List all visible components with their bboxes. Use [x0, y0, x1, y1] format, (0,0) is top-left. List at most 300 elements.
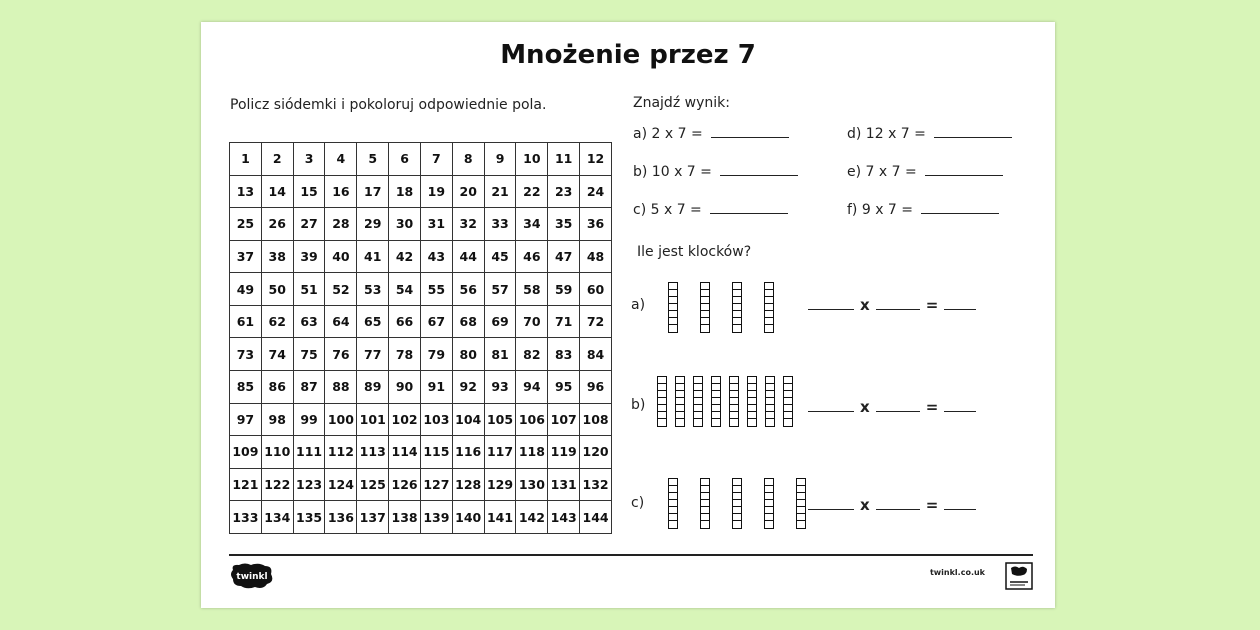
- grid-cell[interactable]: 64: [325, 305, 357, 338]
- block-cell: [765, 507, 773, 514]
- questions-heading: Znajdź wynik:: [633, 95, 730, 111]
- grid-cell[interactable]: 23: [548, 175, 580, 208]
- grid-cell[interactable]: 144: [580, 501, 612, 534]
- grid-cell[interactable]: 50: [261, 273, 293, 306]
- grid-cell[interactable]: 28: [325, 208, 357, 241]
- grid-cell[interactable]: 107: [548, 403, 580, 436]
- grid-cell[interactable]: 30: [389, 208, 421, 241]
- block-cell: [765, 304, 773, 311]
- grid-cell[interactable]: 22: [516, 175, 548, 208]
- grid-cell[interactable]: 27: [293, 208, 325, 241]
- block-cell: [658, 419, 666, 426]
- block-cell: [748, 384, 756, 391]
- block-cell: [701, 521, 709, 528]
- grid-cell[interactable]: 62: [261, 305, 293, 338]
- grid-cell[interactable]: 125: [357, 468, 389, 501]
- grid-cell[interactable]: 126: [389, 468, 421, 501]
- grid-cell[interactable]: 82: [516, 338, 548, 371]
- block-cell: [676, 377, 684, 384]
- grid-cell[interactable]: 117: [484, 436, 516, 469]
- grid-cell[interactable]: 44: [452, 240, 484, 273]
- block-cell: [766, 391, 774, 398]
- block-cell: [730, 398, 738, 405]
- block-cell: [712, 398, 720, 405]
- grid-cell[interactable]: 17: [357, 175, 389, 208]
- grid-cell[interactable]: 67: [420, 305, 452, 338]
- block-cell: [701, 297, 709, 304]
- block-cell: [733, 493, 741, 500]
- grid-cell[interactable]: 47: [548, 240, 580, 273]
- product-blank[interactable]: [944, 399, 976, 412]
- block-cell: [730, 405, 738, 412]
- block-cell: [797, 493, 805, 500]
- block-cell: [797, 500, 805, 507]
- grid-cell[interactable]: 29: [357, 208, 389, 241]
- grid-cell[interactable]: 35: [548, 208, 580, 241]
- grid-cell[interactable]: 114: [389, 436, 421, 469]
- grid-cell[interactable]: 69: [484, 305, 516, 338]
- block-cell: [784, 412, 792, 419]
- block-cell: [669, 311, 677, 318]
- block-cell: [748, 377, 756, 384]
- block-cell: [701, 486, 709, 493]
- block-cell: [733, 304, 741, 311]
- block-cell: [658, 412, 666, 419]
- grid-cell[interactable]: 111: [293, 436, 325, 469]
- factor-blank[interactable]: [876, 497, 920, 510]
- block-cell: [730, 384, 738, 391]
- grid-cell[interactable]: 118: [516, 436, 548, 469]
- grid-cell[interactable]: 24: [580, 175, 612, 208]
- grid-cell[interactable]: 115: [420, 436, 452, 469]
- grid-row: [230, 175, 612, 208]
- question-b: b) 10 x 7 =: [633, 163, 798, 180]
- grid-cell[interactable]: 142: [516, 501, 548, 534]
- grid-cell[interactable]: 102: [389, 403, 421, 436]
- grid-cell[interactable]: 52: [325, 273, 357, 306]
- block-column: [764, 282, 774, 333]
- block-cell: [730, 377, 738, 384]
- grid-cell[interactable]: 11: [548, 143, 580, 176]
- grid-row: [230, 403, 612, 436]
- block-cell: [658, 391, 666, 398]
- block-cell: [694, 384, 702, 391]
- grid-cell[interactable]: 108: [580, 403, 612, 436]
- block-cell: [733, 325, 741, 332]
- block-cell: [712, 384, 720, 391]
- block-cell: [669, 304, 677, 311]
- grid-cell[interactable]: 83: [548, 338, 580, 371]
- block-column: [675, 376, 685, 427]
- grid-row: [230, 273, 612, 306]
- block-cell: [676, 405, 684, 412]
- grid-cell[interactable]: 43: [420, 240, 452, 273]
- grid-cell[interactable]: 71: [548, 305, 580, 338]
- block-cell: [658, 398, 666, 405]
- grid-cell[interactable]: 2: [261, 143, 293, 176]
- block-cell: [733, 311, 741, 318]
- block-column: [700, 282, 710, 333]
- block-cell: [748, 405, 756, 412]
- grid-cell[interactable]: 128: [452, 468, 484, 501]
- block-cell: [701, 500, 709, 507]
- grid-cell[interactable]: 92: [452, 371, 484, 404]
- grid-cell[interactable]: 59: [548, 273, 580, 306]
- block-cell: [658, 377, 666, 384]
- blocks-label-c: c): [631, 495, 645, 511]
- block-cell: [765, 514, 773, 521]
- grid-cell[interactable]: 3: [293, 143, 325, 176]
- block-cell: [733, 283, 741, 290]
- block-cell: [797, 479, 805, 486]
- grid-row: [230, 371, 612, 404]
- block-cell: [784, 398, 792, 405]
- equation-c: x =: [808, 496, 976, 514]
- block-cell: [797, 507, 805, 514]
- block-cell: [694, 377, 702, 384]
- grid-cell[interactable]: 33: [484, 208, 516, 241]
- grid-cell[interactable]: 131: [548, 468, 580, 501]
- block-cell: [765, 290, 773, 297]
- grid-cell[interactable]: 37: [230, 240, 262, 273]
- block-cell: [694, 398, 702, 405]
- grid-cell[interactable]: 78: [389, 338, 421, 371]
- answer-blank[interactable]: [921, 201, 999, 214]
- equation-b: x =: [808, 398, 976, 416]
- grid-cell[interactable]: 95: [548, 371, 580, 404]
- grid-cell[interactable]: 136: [325, 501, 357, 534]
- grid-cell[interactable]: 32: [452, 208, 484, 241]
- grid-cell[interactable]: 137: [357, 501, 389, 534]
- grid-cell[interactable]: 98: [261, 403, 293, 436]
- grid-row: [230, 501, 612, 534]
- question-e: e) 7 x 7 =: [847, 163, 1003, 180]
- block-cell: [669, 521, 677, 528]
- blocks-label-a: a): [631, 297, 646, 313]
- question-d: d) 12 x 7 =: [847, 125, 1012, 142]
- grid-cell[interactable]: 39: [293, 240, 325, 273]
- block-cell: [765, 297, 773, 304]
- equation-a: x =: [808, 296, 976, 314]
- block-column: [732, 478, 742, 529]
- grid-cell[interactable]: 101: [357, 403, 389, 436]
- question-f: f) 9 x 7 =: [847, 201, 999, 218]
- block-column: [765, 376, 775, 427]
- grid-cell[interactable]: 138: [389, 501, 421, 534]
- block-cell: [658, 405, 666, 412]
- grid-cell[interactable]: 73: [230, 338, 262, 371]
- block-cell: [797, 521, 805, 528]
- grid-cell[interactable]: 53: [357, 273, 389, 306]
- grid-cell[interactable]: 36: [580, 208, 612, 241]
- grid-cell[interactable]: 61: [230, 305, 262, 338]
- grid-cell[interactable]: 5: [357, 143, 389, 176]
- block-cell: [765, 325, 773, 332]
- product-blank[interactable]: [944, 297, 976, 310]
- block-cell: [733, 297, 741, 304]
- answer-blank[interactable]: [711, 125, 789, 138]
- grid-cell[interactable]: 139: [420, 501, 452, 534]
- block-cell: [733, 479, 741, 486]
- block-cell: [701, 290, 709, 297]
- grid-row: [230, 208, 612, 241]
- footer-divider: [229, 554, 1033, 556]
- grid-cell[interactable]: 14: [261, 175, 293, 208]
- grid-cell[interactable]: 45: [484, 240, 516, 273]
- grid-cell[interactable]: 58: [516, 273, 548, 306]
- block-cell: [765, 493, 773, 500]
- grid-cell[interactable]: 122: [261, 468, 293, 501]
- block-cell: [701, 514, 709, 521]
- grid-cell[interactable]: 9: [484, 143, 516, 176]
- grid-cell[interactable]: 105: [484, 403, 516, 436]
- grid-cell[interactable]: 106: [516, 403, 548, 436]
- grid-cell[interactable]: 1: [230, 143, 262, 176]
- page-title: Mnożenie przez 7: [500, 40, 756, 70]
- svg-text:twinkl: twinkl: [236, 572, 268, 582]
- grid-cell[interactable]: 7: [420, 143, 452, 176]
- grid-cell[interactable]: 129: [484, 468, 516, 501]
- grid-cell[interactable]: 76: [325, 338, 357, 371]
- grid-cell[interactable]: 12: [580, 143, 612, 176]
- grid-cell[interactable]: 94: [516, 371, 548, 404]
- grid-cell[interactable]: 90: [389, 371, 421, 404]
- grid-cell[interactable]: 51: [293, 273, 325, 306]
- block-cell: [733, 500, 741, 507]
- grid-cell[interactable]: 85: [230, 371, 262, 404]
- grid-cell[interactable]: 16: [325, 175, 357, 208]
- grid-row: [230, 143, 612, 176]
- block-cell: [784, 405, 792, 412]
- grid-cell[interactable]: 133: [230, 501, 262, 534]
- grid-cell[interactable]: 10: [516, 143, 548, 176]
- block-cell: [797, 514, 805, 521]
- block-column: [668, 282, 678, 333]
- block-column: [796, 478, 806, 529]
- grid-cell[interactable]: 15: [293, 175, 325, 208]
- block-cell: [765, 283, 773, 290]
- factor-blank[interactable]: [876, 297, 920, 310]
- product-blank[interactable]: [944, 497, 976, 510]
- blocks-label-b: b): [631, 397, 646, 413]
- grid-cell[interactable]: 56: [452, 273, 484, 306]
- block-cell: [730, 391, 738, 398]
- block-cell: [676, 384, 684, 391]
- block-cell: [701, 493, 709, 500]
- block-cell: [784, 419, 792, 426]
- block-column: [657, 376, 667, 427]
- block-cell: [712, 405, 720, 412]
- blocks-heading: Ile jest klocków?: [637, 244, 752, 260]
- grid-cell[interactable]: 48: [580, 240, 612, 273]
- block-cell: [701, 283, 709, 290]
- grid-cell[interactable]: 143: [548, 501, 580, 534]
- grid-cell[interactable]: 49: [230, 273, 262, 306]
- grid-cell[interactable]: 103: [420, 403, 452, 436]
- grid-cell[interactable]: 26: [261, 208, 293, 241]
- grid-cell[interactable]: 89: [357, 371, 389, 404]
- grid-cell[interactable]: 104: [452, 403, 484, 436]
- grid-cell[interactable]: 81: [484, 338, 516, 371]
- grid-cell[interactable]: 113: [357, 436, 389, 469]
- block-cell: [701, 325, 709, 332]
- block-cell: [748, 391, 756, 398]
- block-cell: [766, 412, 774, 419]
- grid-cell[interactable]: 132: [580, 468, 612, 501]
- grid-cell[interactable]: 60: [580, 273, 612, 306]
- grid-cell[interactable]: 91: [420, 371, 452, 404]
- block-cell: [766, 419, 774, 426]
- block-column: [700, 478, 710, 529]
- grid-cell[interactable]: 77: [357, 338, 389, 371]
- grid-cell[interactable]: 141: [484, 501, 516, 534]
- block-column: [711, 376, 721, 427]
- block-column: [693, 376, 703, 427]
- block-cell: [766, 405, 774, 412]
- block-cell: [765, 318, 773, 325]
- block-cell: [733, 514, 741, 521]
- grid-cell[interactable]: 112: [325, 436, 357, 469]
- block-cell: [766, 398, 774, 405]
- block-cell: [748, 419, 756, 426]
- grid-cell[interactable]: 86: [261, 371, 293, 404]
- block-cell: [712, 391, 720, 398]
- grid-cell[interactable]: 6: [389, 143, 421, 176]
- grid-cell[interactable]: 135: [293, 501, 325, 534]
- block-cell: [669, 500, 677, 507]
- grid-cell[interactable]: 63: [293, 305, 325, 338]
- factor-blank[interactable]: [876, 399, 920, 412]
- grid-cell[interactable]: 87: [293, 371, 325, 404]
- block-cell: [765, 486, 773, 493]
- block-cell: [669, 493, 677, 500]
- grid-cell[interactable]: 31: [420, 208, 452, 241]
- grid-cell[interactable]: 68: [452, 305, 484, 338]
- factor-blank[interactable]: [808, 297, 854, 310]
- grid-cell[interactable]: 119: [548, 436, 580, 469]
- grid-cell[interactable]: 54: [389, 273, 421, 306]
- grid-cell[interactable]: 20: [452, 175, 484, 208]
- grid-cell[interactable]: 18: [389, 175, 421, 208]
- grid-cell[interactable]: 134: [261, 501, 293, 534]
- block-column: [747, 376, 757, 427]
- block-cell: [730, 419, 738, 426]
- block-cell: [694, 412, 702, 419]
- grid-cell[interactable]: 65: [357, 305, 389, 338]
- block-cell: [694, 405, 702, 412]
- grid-cell[interactable]: 140: [452, 501, 484, 534]
- block-cell: [669, 479, 677, 486]
- grid-cell[interactable]: 25: [230, 208, 262, 241]
- grid-cell[interactable]: 127: [420, 468, 452, 501]
- question-c: c) 5 x 7 =: [633, 201, 788, 218]
- grid-cell[interactable]: 110: [261, 436, 293, 469]
- block-cell: [733, 521, 741, 528]
- block-cell: [658, 384, 666, 391]
- answer-blank[interactable]: [925, 163, 1003, 176]
- block-cell: [694, 419, 702, 426]
- answer-blank[interactable]: [934, 125, 1012, 138]
- grid-cell[interactable]: 55: [420, 273, 452, 306]
- grid-cell[interactable]: 74: [261, 338, 293, 371]
- block-cell: [669, 486, 677, 493]
- footer-site: twinkl.co.uk: [929, 568, 985, 577]
- block-column: [732, 282, 742, 333]
- block-cell: [766, 384, 774, 391]
- grid-cell[interactable]: 80: [452, 338, 484, 371]
- grid-cell[interactable]: 88: [325, 371, 357, 404]
- block-cell: [669, 290, 677, 297]
- grid-cell[interactable]: 93: [484, 371, 516, 404]
- grid-cell[interactable]: 72: [580, 305, 612, 338]
- block-cell: [765, 479, 773, 486]
- grid-cell[interactable]: 34: [516, 208, 548, 241]
- block-cell: [701, 311, 709, 318]
- grid-cell[interactable]: 46: [516, 240, 548, 273]
- block-cell: [733, 507, 741, 514]
- grid-cell[interactable]: 21: [484, 175, 516, 208]
- grid-cell[interactable]: 13: [230, 175, 262, 208]
- grid-cell[interactable]: 116: [452, 436, 484, 469]
- block-cell: [669, 514, 677, 521]
- grid-cell[interactable]: 66: [389, 305, 421, 338]
- grid-cell[interactable]: 84: [580, 338, 612, 371]
- question-a: a) 2 x 7 =: [633, 125, 789, 142]
- block-cell: [733, 318, 741, 325]
- grid-cell[interactable]: 109: [230, 436, 262, 469]
- answer-blank[interactable]: [710, 201, 788, 214]
- block-cell: [712, 377, 720, 384]
- grid-cell[interactable]: 99: [293, 403, 325, 436]
- grid-cell[interactable]: 8: [452, 143, 484, 176]
- quality-badge: [1005, 562, 1033, 590]
- grid-cell[interactable]: 70: [516, 305, 548, 338]
- block-cell: [766, 377, 774, 384]
- block-cell: [712, 419, 720, 426]
- grid-cell[interactable]: 100: [325, 403, 357, 436]
- block-cell: [669, 507, 677, 514]
- block-cell: [748, 398, 756, 405]
- grid-cell[interactable]: 123: [293, 468, 325, 501]
- grid-cell[interactable]: 121: [230, 468, 262, 501]
- factor-blank[interactable]: [808, 497, 854, 510]
- block-cell: [748, 412, 756, 419]
- factor-blank[interactable]: [808, 399, 854, 412]
- grid-cell[interactable]: 42: [389, 240, 421, 273]
- grid-cell[interactable]: 97: [230, 403, 262, 436]
- block-cell: [765, 521, 773, 528]
- grid-cell[interactable]: 124: [325, 468, 357, 501]
- grid-cell[interactable]: 19: [420, 175, 452, 208]
- grid-cell[interactable]: 120: [580, 436, 612, 469]
- block-cell: [730, 412, 738, 419]
- number-grid: [229, 142, 612, 534]
- worksheet: [201, 22, 1055, 608]
- grid-cell[interactable]: 57: [484, 273, 516, 306]
- grid-cell[interactable]: 38: [261, 240, 293, 273]
- grid-cell[interactable]: 41: [357, 240, 389, 273]
- answer-blank[interactable]: [720, 163, 798, 176]
- grid-cell[interactable]: 79: [420, 338, 452, 371]
- grid-cell[interactable]: 75: [293, 338, 325, 371]
- grid-cell[interactable]: 4: [325, 143, 357, 176]
- block-cell: [784, 391, 792, 398]
- grid-cell[interactable]: 96: [580, 371, 612, 404]
- grid-cell[interactable]: 130: [516, 468, 548, 501]
- grid-cell[interactable]: 40: [325, 240, 357, 273]
- block-cell: [676, 412, 684, 419]
- block-cell: [676, 419, 684, 426]
